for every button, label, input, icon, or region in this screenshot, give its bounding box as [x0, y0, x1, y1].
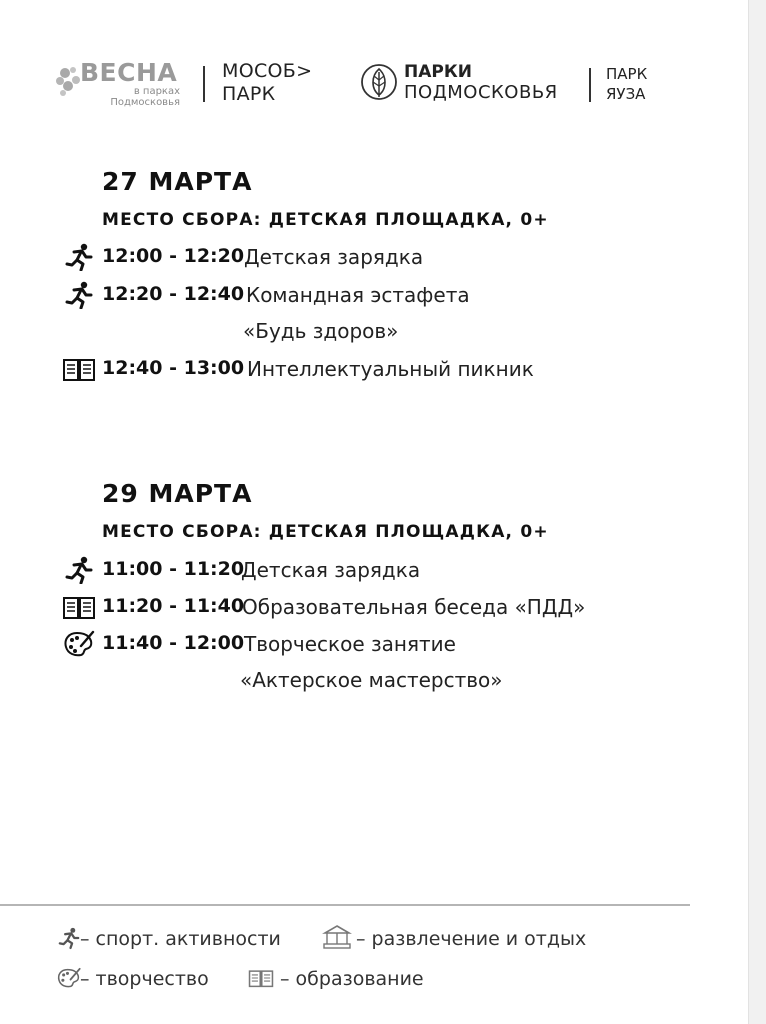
- mosoblpark-line-1: МОСОБ>: [222, 60, 313, 82]
- schedule-row: [0, 243, 748, 273]
- event-title: Командная эстафета: [246, 283, 470, 307]
- page-edge: [748, 0, 749, 1024]
- mosoblpark-logo: [222, 60, 312, 106]
- running-person-icon: [62, 556, 96, 584]
- running-person-icon: [56, 926, 82, 950]
- vesna-subtitle-1: в парках: [133, 86, 180, 97]
- event-time: 11:20 - 11:40: [102, 595, 245, 617]
- leaf-emblem-icon: [360, 62, 398, 102]
- event-title: Творческое занятие: [244, 632, 456, 656]
- schedule-row: [0, 593, 748, 623]
- parki-line-1: ПАРКИ: [404, 62, 472, 82]
- event-title: Детская зарядка: [241, 558, 421, 582]
- palette-icon: [56, 966, 82, 990]
- event-title: Детская зарядка: [244, 245, 424, 269]
- meeting-place: МЕСТО СБОРА: ДЕТСКАЯ ПЛОЩАДКА, 0+: [102, 522, 549, 542]
- schedule-row: [0, 556, 748, 586]
- palette-icon: [62, 630, 96, 658]
- event-time: 12:20 - 12:40: [102, 283, 245, 305]
- meeting-place: МЕСТО СБОРА: ДЕТСКАЯ ПЛОЩАДКА, 0+: [102, 210, 549, 230]
- event-time: 11:40 - 12:00: [102, 632, 245, 654]
- date-heading: 27 МАРТА: [102, 167, 253, 196]
- legend-divider: [0, 904, 690, 906]
- header-divider: [203, 66, 205, 102]
- schedule-row: [0, 630, 748, 660]
- legend-sport: – спорт. активности: [80, 928, 281, 950]
- book-icon: [62, 355, 96, 383]
- event-time: 11:00 - 11:20: [102, 558, 245, 580]
- book-icon: [248, 966, 274, 990]
- running-person-icon: [62, 243, 96, 271]
- parki-podmoskovya-logo: [404, 62, 558, 104]
- event-title-continuation: «Будь здоров»: [243, 319, 399, 343]
- vesna-subtitle-2: Подмосковья: [110, 97, 180, 108]
- parki-line-2: ПОДМОСКОВЬЯ: [404, 82, 558, 103]
- date-heading: 29 МАРТА: [102, 479, 253, 508]
- event-time: 12:00 - 12:20: [102, 245, 245, 267]
- vesna-title: ВЕСНА: [80, 58, 178, 87]
- carousel-icon: [322, 924, 352, 950]
- header-divider: [589, 68, 591, 102]
- vesna-logo: [56, 58, 186, 106]
- park-yauza-logo: [606, 64, 647, 104]
- event-title-continuation: «Актерское мастерство»: [240, 668, 503, 692]
- book-icon: [62, 593, 96, 621]
- event-title: Интеллектуальный пикник: [247, 357, 534, 381]
- schedule-row: [0, 281, 748, 311]
- event-time: 12:40 - 13:00: [102, 357, 245, 379]
- legend-creative: – творчество: [80, 968, 209, 990]
- mosoblpark-line-2: ПАРК: [222, 83, 276, 105]
- schedule-row: [0, 355, 748, 385]
- event-title: Образовательная беседа «ПДД»: [242, 595, 586, 619]
- yauza-line-2: ЯУЗА: [606, 85, 646, 103]
- legend-fun: – развлечение и отдых: [356, 928, 587, 950]
- yauza-line-1: ПАРК: [606, 65, 648, 83]
- running-person-icon: [62, 281, 96, 309]
- legend-education: – образование: [280, 968, 424, 990]
